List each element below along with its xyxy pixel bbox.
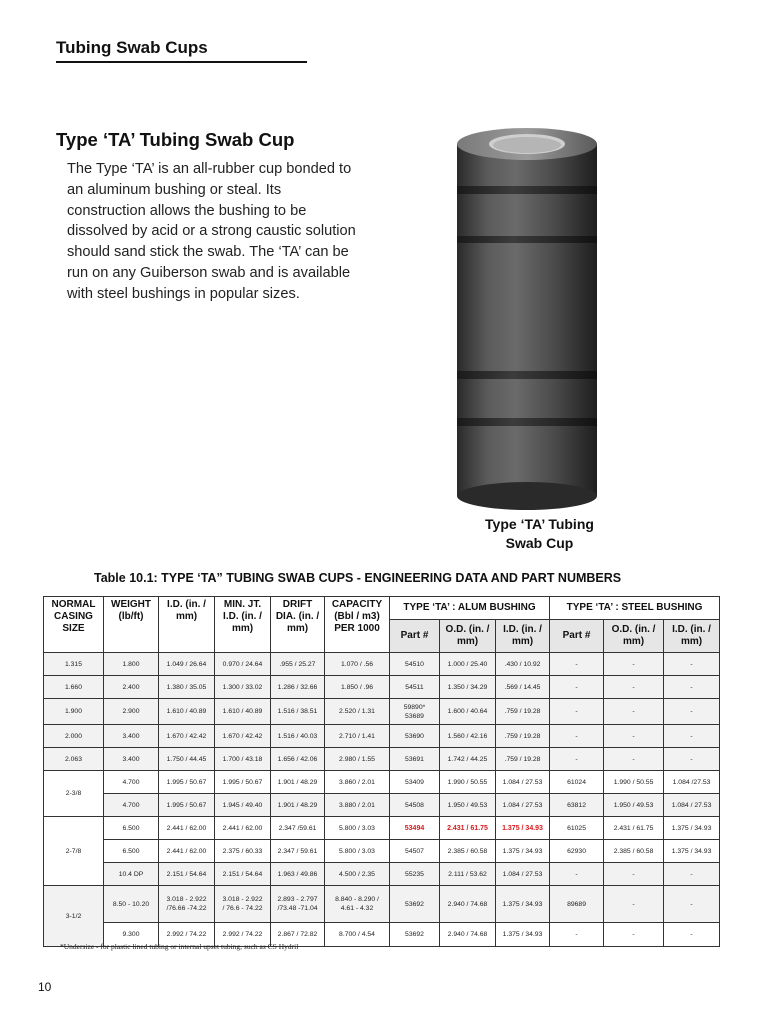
- header-id: I.D. (in. / mm): [159, 597, 215, 653]
- casing-size-cell: 3-1/2: [44, 886, 104, 947]
- section-title-underline: [56, 61, 307, 63]
- table-row: [44, 676, 720, 699]
- casing-size-cell: 1.315: [44, 653, 104, 676]
- alum-id-cell: 1.375 / 34.93: [496, 840, 550, 863]
- alum-id-cell: 1.084 / 27.53: [496, 771, 550, 794]
- steel-id-cell: -: [664, 923, 720, 947]
- capacity-cell: 5.800 / 3.03: [325, 817, 390, 840]
- casing-size-cell: 2.000: [44, 725, 104, 748]
- table-row: [44, 817, 720, 840]
- alum-part-cell: 54511: [390, 676, 440, 699]
- steel-od-cell: -: [604, 676, 664, 699]
- min-jt-id-cell: 1.610 / 40.89: [215, 699, 271, 725]
- alum-id-cell: .759 / 19.28: [496, 725, 550, 748]
- id-line-2: /76.66 -74.22: [166, 905, 207, 912]
- alum-part-cell: 53692: [390, 886, 440, 923]
- header-alum-part: Part #: [390, 620, 440, 653]
- capacity-cell: 1.070 / .56: [325, 653, 390, 676]
- steel-part-cell: 61024: [550, 771, 604, 794]
- steel-part-cell: -: [550, 923, 604, 947]
- drift-cell: 2.347 /59.61: [271, 817, 325, 840]
- min-jt-id-cell: 1.995 / 50.67: [215, 771, 271, 794]
- min-jt-id-cell: 2.375 / 60.33: [215, 840, 271, 863]
- id-cell: 1.380 / 35.05: [159, 676, 215, 699]
- casing-size-cell: 2-7/8: [44, 817, 104, 886]
- id-cell: 1.610 / 40.89: [159, 699, 215, 725]
- capacity-cell: 2.980 / 1.55: [325, 748, 390, 771]
- id-cell: 1.670 / 42.42: [159, 725, 215, 748]
- alum-id-cell: 1.084 / 27.53: [496, 794, 550, 817]
- alum-od-cell: 2.940 / 74.68: [440, 923, 496, 947]
- header-weight: WEIGHT (lb/ft): [104, 597, 159, 653]
- header-drift-dia: DRIFT DIA. (in. / mm): [271, 597, 325, 653]
- table-row: [44, 886, 720, 923]
- table-row: [44, 699, 720, 725]
- steel-id-cell: 1.084 /27.53: [664, 771, 720, 794]
- id-cell: 2.441 / 62.00: [159, 840, 215, 863]
- steel-od-cell: -: [604, 886, 664, 923]
- steel-od-cell: -: [604, 923, 664, 947]
- alum-od-cell: 2.111 / 53.62: [440, 863, 496, 886]
- steel-id-cell: -: [664, 863, 720, 886]
- steel-od-cell: -: [604, 653, 664, 676]
- steel-id-cell: -: [664, 653, 720, 676]
- id-cell: 2.992 / 74.22: [159, 923, 215, 947]
- product-heading: Type ‘TA’ Tubing Swab Cup: [56, 129, 295, 150]
- min-jt-id-cell: 2.151 / 54.64: [215, 863, 271, 886]
- capacity-cell: [325, 886, 390, 923]
- drift-cell: 1.286 / 32.66: [271, 676, 325, 699]
- drift-cell: 2.347 / 59.61: [271, 840, 325, 863]
- steel-od-cell: 2.431 / 61.75: [604, 817, 664, 840]
- engineering-data-table: [43, 596, 720, 947]
- steel-part-cell: 89689: [550, 886, 604, 923]
- drift-line-2: /73.48 -71.04: [277, 905, 318, 912]
- steel-od-cell: -: [604, 699, 664, 725]
- drift-cell: 1.901 / 48.29: [271, 771, 325, 794]
- capacity-cell: 3.880 / 2.01: [325, 794, 390, 817]
- id-cell: 1.995 / 50.67: [159, 771, 215, 794]
- min-jt-id-cell: 1.945 / 49.40: [215, 794, 271, 817]
- weight-cell: 2.900: [104, 699, 159, 725]
- weight-cell: 3.400: [104, 748, 159, 771]
- casing-size-cell: 2.063: [44, 748, 104, 771]
- table-row: [44, 840, 720, 863]
- id-cell: 2.441 / 62.00: [159, 817, 215, 840]
- alum-od-cell: 1.560 / 42.16: [440, 725, 496, 748]
- alum-od-cell: 1.990 / 50.55: [440, 771, 496, 794]
- capacity-cell: 2.520 / 1.31: [325, 699, 390, 725]
- steel-id-cell: -: [664, 886, 720, 923]
- steel-part-cell: 62930: [550, 840, 604, 863]
- alum-part-cell: 53691: [390, 748, 440, 771]
- steel-od-cell: -: [604, 863, 664, 886]
- header-steel-part: Part #: [550, 620, 604, 653]
- steel-od-cell: 1.990 / 50.55: [604, 771, 664, 794]
- min-jt-id-cell: 2.441 / 62.00: [215, 817, 271, 840]
- header-alum-id: I.D. (in. / mm): [496, 620, 550, 653]
- steel-part-cell: -: [550, 676, 604, 699]
- steel-id-cell: -: [664, 748, 720, 771]
- steel-od-cell: 2.385 / 60.58: [604, 840, 664, 863]
- header-steel-od: O.D. (in. / mm): [604, 620, 664, 653]
- drift-cell: 2.867 / 72.82: [271, 923, 325, 947]
- alum-od-cell: 1.742 / 44.25: [440, 748, 496, 771]
- steel-id-cell: 1.375 / 34.93: [664, 840, 720, 863]
- capacity-cell: 3.860 / 2.01: [325, 771, 390, 794]
- swab-cup-image: [453, 126, 601, 516]
- min-jt-id-line-2: / 76.6 - 74.22: [222, 905, 263, 912]
- alum-id-cell: 1.084 / 27.53: [496, 863, 550, 886]
- min-jt-id-cell: [215, 886, 271, 923]
- steel-part-cell: 63812: [550, 794, 604, 817]
- alum-id-cell: .569 / 14.45: [496, 676, 550, 699]
- capacity-cell: 8.700 / 4.54: [325, 923, 390, 947]
- alum-part-cell: 53690: [390, 725, 440, 748]
- product-description: The Type ‘TA’ is an all-rubber cup bonded to an aluminum bushing or steal. Its construction allows the bushing to be dissolved by acid or a strong caustic solution should sand stick the swab. The ‘TA’ can be run on any Guiberson swab and is available with steel bushings in popular sizes.: [67, 161, 356, 302]
- steel-id-cell: -: [664, 676, 720, 699]
- steel-part-cell: -: [550, 699, 604, 725]
- drift-cell: 1.516 / 38.51: [271, 699, 325, 725]
- weight-cell: 1.800: [104, 653, 159, 676]
- header-casing-size: NORMAL CASING SIZE: [44, 597, 104, 653]
- casing-size-cell: 1.660: [44, 676, 104, 699]
- table-footnote: *Undersize - for plastic lined tubing or internal upset tubing, such as CS Hydril: [60, 942, 299, 951]
- alum-part-cell: 53409: [390, 771, 440, 794]
- weight-cell: 9.300: [104, 923, 159, 947]
- min-jt-id-cell: 0.970 / 24.64: [215, 653, 271, 676]
- table-title: Table 10.1: TYPE ‘TA” TUBING SWAB CUPS - ENGINEERING DATA AND PART NUMBERS: [94, 571, 622, 585]
- steel-part-cell: 61025: [550, 817, 604, 840]
- alum-part-cell: 54507: [390, 840, 440, 863]
- drift-cell: 1.901 / 48.29: [271, 794, 325, 817]
- casing-size-cell: 1.900: [44, 699, 104, 725]
- alum-od-cell: 1.600 / 40.64: [440, 699, 496, 725]
- id-cell: 1.995 / 50.67: [159, 794, 215, 817]
- table-row: [44, 748, 720, 771]
- header-steel-bushing: TYPE ‘TA’ : STEEL BUSHING: [550, 597, 720, 620]
- weight-cell: 6.500: [104, 840, 159, 863]
- weight-cell: 4.700: [104, 771, 159, 794]
- alum-id-cell: .759 / 19.28: [496, 748, 550, 771]
- drift-cell: 1.963 / 49.86: [271, 863, 325, 886]
- alum-part-cell: 54508: [390, 794, 440, 817]
- alum-od-cell: 2.385 / 60.58: [440, 840, 496, 863]
- weight-cell: 4.700: [104, 794, 159, 817]
- drift-line-1: 2.893 - 2.797: [277, 896, 318, 903]
- steel-id-cell: -: [664, 699, 720, 725]
- table-row: [44, 725, 720, 748]
- alum-od-cell: 1.350 / 34.29: [440, 676, 496, 699]
- capacity-cell: 2.710 / 1.41: [325, 725, 390, 748]
- capacity-line-2: 4.61 - 4.32: [340, 905, 374, 912]
- weight-cell: 3.400: [104, 725, 159, 748]
- steel-id-cell: 1.375 / 34.93: [664, 817, 720, 840]
- alum-id-cell: 1.375 / 34.93: [496, 886, 550, 923]
- drift-cell: 1.656 / 42.06: [271, 748, 325, 771]
- alum-part-cell: 53692: [390, 923, 440, 947]
- alum-part-cell: 54510: [390, 653, 440, 676]
- min-jt-id-line-1: 3.018 - 2.922: [222, 896, 263, 903]
- steel-part-cell: -: [550, 725, 604, 748]
- steel-part-cell: -: [550, 653, 604, 676]
- alum-od-cell: 2.940 / 74.68: [440, 886, 496, 923]
- weight-cell: 8.50 - 10.20: [104, 886, 159, 923]
- steel-od-cell: 1.950 / 49.53: [604, 794, 664, 817]
- weight-cell: 10.4 DP: [104, 863, 159, 886]
- alum-part-cell-highlighted: 53494: [390, 817, 440, 840]
- alum-part-cell: 55235: [390, 863, 440, 886]
- steel-od-cell: -: [604, 725, 664, 748]
- table-row: [44, 863, 720, 886]
- header-steel-id: I.D. (in. / mm): [664, 620, 720, 653]
- drift-cell: 1.516 / 40.03: [271, 725, 325, 748]
- drift-cell: [271, 886, 325, 923]
- steel-id-cell: 1.084 / 27.53: [664, 794, 720, 817]
- min-jt-id-cell: 1.670 / 42.42: [215, 725, 271, 748]
- id-cell: 1.049 / 26.64: [159, 653, 215, 676]
- alum-id-cell: 1.375 / 34.93: [496, 923, 550, 947]
- casing-size-cell: 2-3/8: [44, 771, 104, 817]
- header-capacity: CAPACITY (Bbl / m3) PER 1000: [325, 597, 390, 653]
- header-alum-od: O.D. (in. / mm): [440, 620, 496, 653]
- alum-id-cell-highlighted: 1.375 / 34.93: [496, 817, 550, 840]
- min-jt-id-cell: 1.700 / 43.18: [215, 748, 271, 771]
- section-title: Tubing Swab Cups: [56, 38, 208, 57]
- weight-cell: 2.400: [104, 676, 159, 699]
- alum-id-cell: .430 / 10.92: [496, 653, 550, 676]
- id-cell: 1.750 / 44.45: [159, 748, 215, 771]
- capacity-line-1: 8.840 - 8.290 /: [335, 896, 379, 903]
- caption-line-1: Type ‘TA’ Tubing: [485, 516, 594, 532]
- capacity-cell: 5.800 / 3.03: [325, 840, 390, 863]
- image-caption: [462, 515, 617, 553]
- caption-line-2: Swab Cup: [505, 535, 574, 551]
- min-jt-id-cell: 2.992 / 74.22: [215, 923, 271, 947]
- alum-part-line-2: 53689: [405, 712, 424, 720]
- table-row: [44, 794, 720, 817]
- weight-cell: 6.500: [104, 817, 159, 840]
- alum-id-cell: .759 / 19.28: [496, 699, 550, 725]
- drift-cell: .955 / 25.27: [271, 653, 325, 676]
- alum-part-line-1: 59890*: [403, 703, 426, 711]
- capacity-cell: 4.500 / 2.35: [325, 863, 390, 886]
- steel-id-cell: -: [664, 725, 720, 748]
- id-line-1: 3.018 - 2.922: [166, 896, 207, 903]
- alum-od-cell-highlighted: 2.431 / 61.75: [440, 817, 496, 840]
- steel-part-cell: -: [550, 863, 604, 886]
- alum-od-cell: 1.000 / 25.40: [440, 653, 496, 676]
- page-number: 10: [38, 980, 52, 994]
- header-alum-bushing: TYPE ‘TA’ : ALUM BUSHING: [390, 597, 550, 620]
- capacity-cell: 1.850 / .96: [325, 676, 390, 699]
- alum-part-cell: [390, 699, 440, 725]
- header-min-jt-id: MIN. JT. I.D. (in. / mm): [215, 597, 271, 653]
- alum-od-cell: 1.950 / 49.53: [440, 794, 496, 817]
- min-jt-id-cell: 1.300 / 33.02: [215, 676, 271, 699]
- steel-part-cell: -: [550, 748, 604, 771]
- table-row: [44, 771, 720, 794]
- steel-od-cell: -: [604, 748, 664, 771]
- id-cell: 2.151 / 54.64: [159, 863, 215, 886]
- table-row: [44, 653, 720, 676]
- id-cell: [159, 886, 215, 923]
